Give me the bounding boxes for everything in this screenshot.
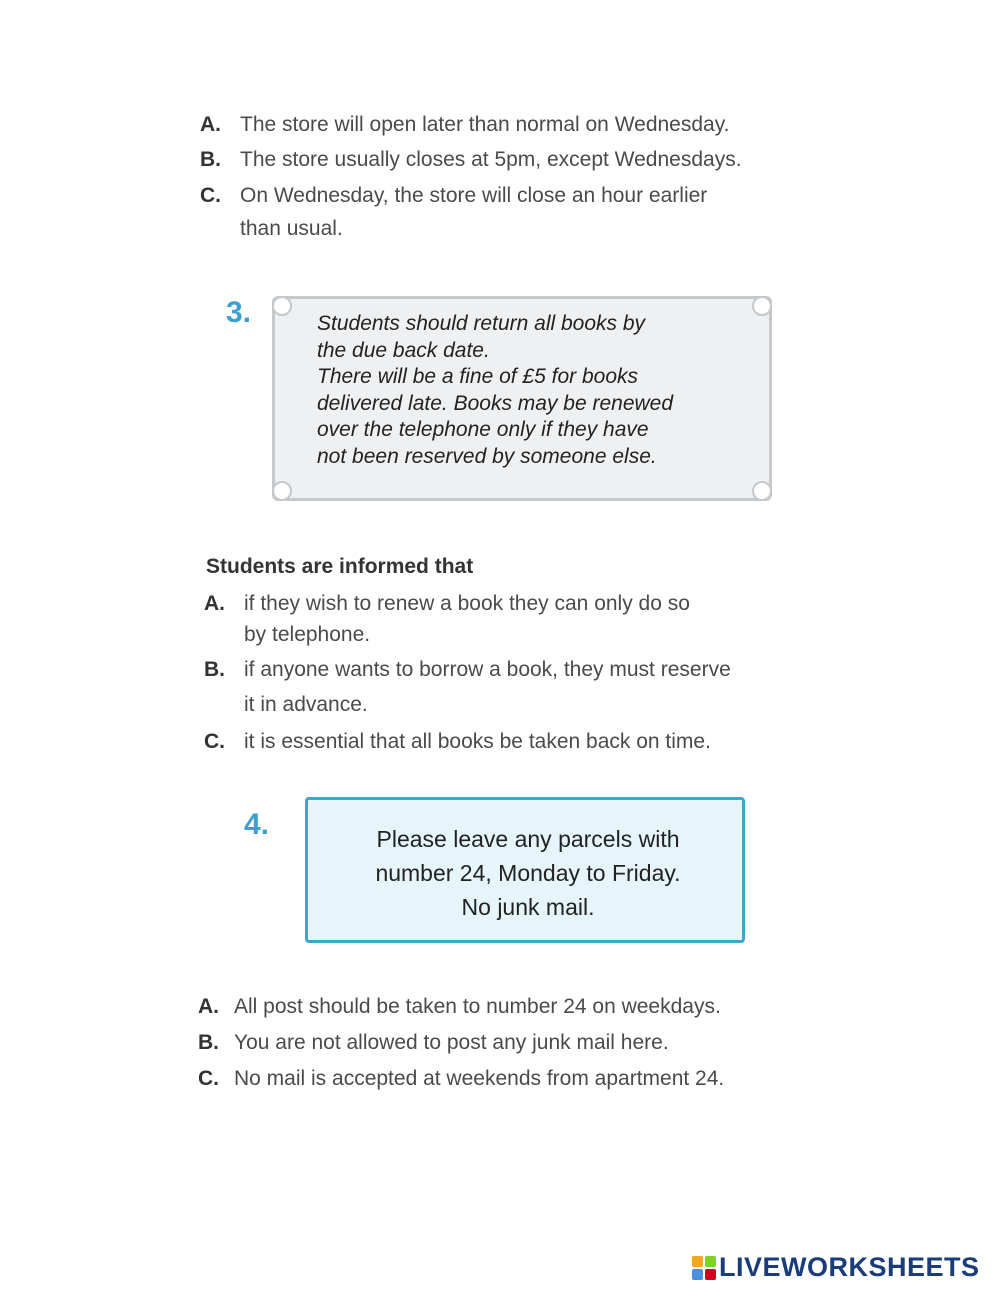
logo-square	[705, 1256, 716, 1267]
logo-text: LIVEWORKSHEETS	[719, 1252, 980, 1282]
library-notice	[272, 296, 772, 501]
option-text-continued: by telephone.	[244, 623, 371, 646]
notice-text	[317, 311, 767, 470]
option-text: The store usually closes at 5pm, except Wednesdays.	[240, 148, 742, 171]
option-text: if anyone wants to borrow a book, they must reserve	[244, 658, 731, 681]
option-letter: C.	[200, 184, 221, 207]
parcel-notice	[305, 797, 745, 943]
question-number-4: 4.	[244, 808, 270, 841]
notice-line: the due back date.	[317, 338, 490, 362]
scroll-curl-decoration	[272, 481, 292, 501]
notice-text	[308, 822, 748, 924]
scroll-curl-decoration	[752, 481, 772, 501]
scroll-curl-decoration	[272, 296, 292, 316]
logo-grid-icon	[692, 1256, 716, 1280]
notice-line: Please leave any parcels with	[376, 826, 680, 852]
notice-line: number 24, Monday to Friday.	[375, 860, 681, 886]
option-letter: A.	[200, 113, 221, 136]
liveworksheets-logo[interactable]	[692, 1252, 980, 1283]
option-text: The store will open later than normal on Wednesday.	[240, 113, 730, 136]
logo-square	[705, 1269, 716, 1280]
option-letter: B.	[198, 1031, 219, 1054]
notice-line: There will be a fine of £5 for books	[317, 365, 639, 388]
option-text-continued: it in advance.	[244, 693, 368, 716]
option-letter: A.	[204, 592, 225, 615]
option-letter: B.	[204, 658, 225, 681]
logo-square	[692, 1256, 703, 1267]
logo-square	[692, 1269, 703, 1280]
notice-line: not been reserved by someone else.	[317, 444, 657, 468]
option-text: it is essential that all books be taken back on time.	[244, 730, 711, 753]
option-text: All post should be taken to number 24 on weekdays.	[234, 995, 721, 1018]
option-text: On Wednesday, the store will close an hour earlier	[240, 184, 708, 207]
option-letter: C.	[198, 1067, 219, 1090]
question-number-3: 3.	[226, 296, 252, 329]
option-letter: C.	[204, 730, 225, 753]
option-text: if they wish to renew a book they can only do so	[244, 592, 690, 615]
notice-line: Students should return all books by	[317, 312, 646, 335]
option-text: You are not allowed to post any junk mail here.	[234, 1031, 669, 1054]
option-letter: B.	[200, 148, 221, 171]
option-text-continued: than usual.	[240, 217, 343, 240]
option-letter: A.	[198, 995, 219, 1018]
question-stem: Students are informed that	[206, 555, 474, 578]
option-text: No mail is accepted at weekends from apartment 24.	[234, 1067, 725, 1090]
notice-line: delivered late. Books may be renewed	[317, 391, 674, 415]
notice-line: over the telephone only if they have	[317, 418, 649, 441]
notice-line: No junk mail.	[461, 894, 595, 920]
